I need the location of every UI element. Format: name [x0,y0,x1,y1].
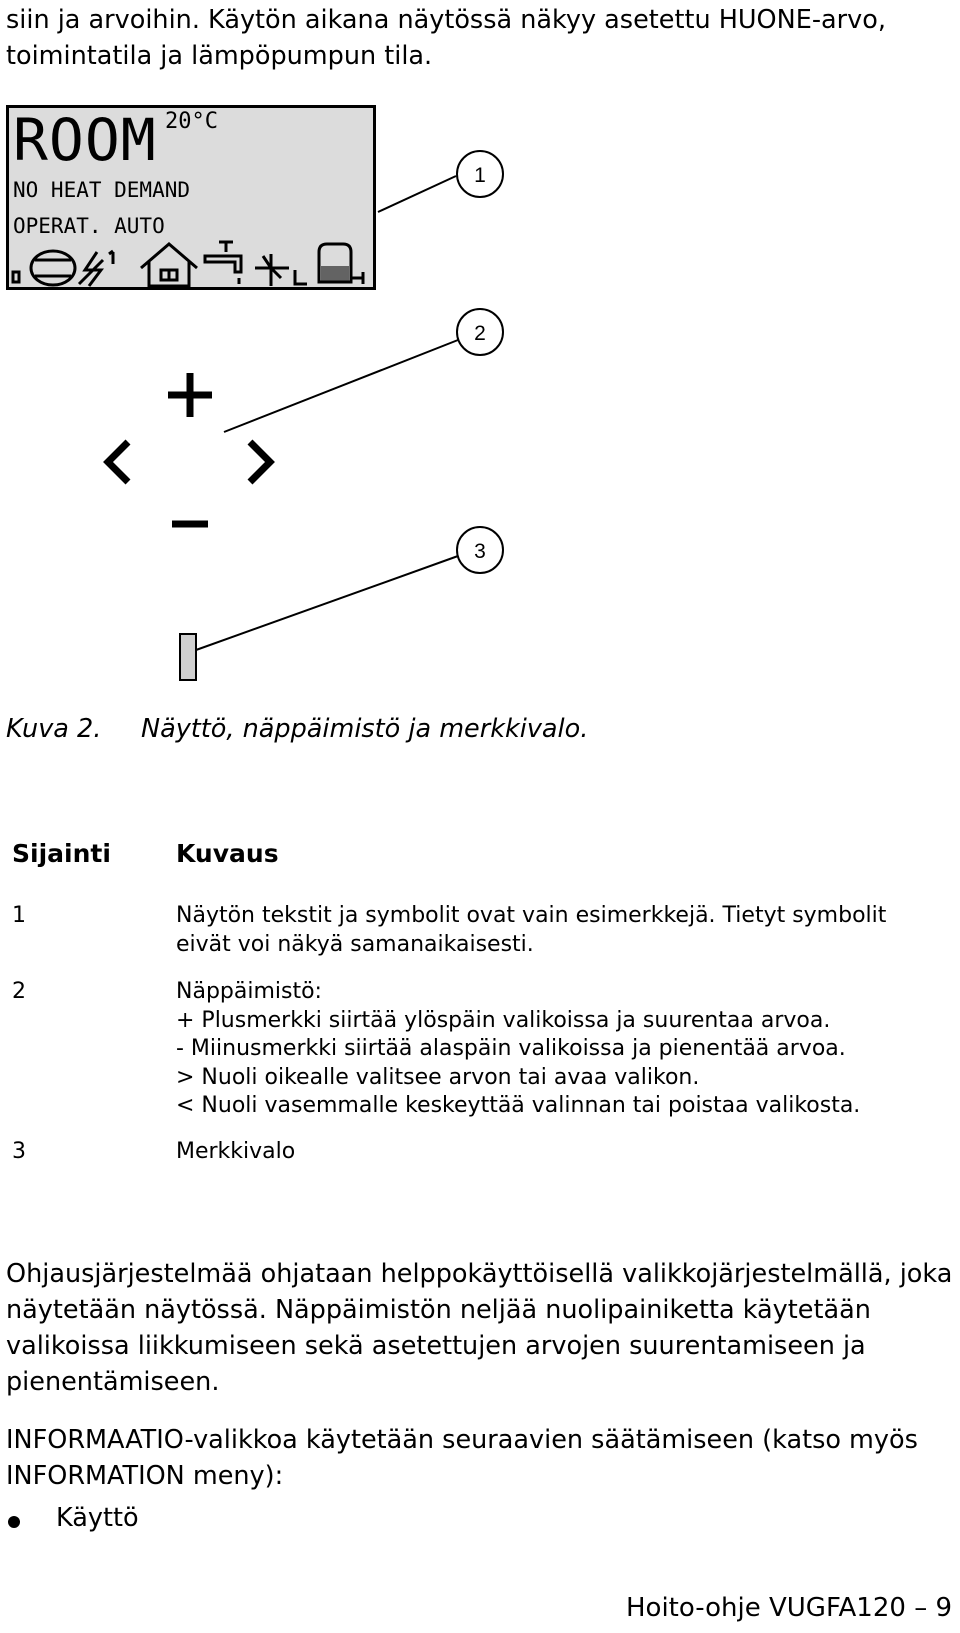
table-header-description: Kuvaus [176,839,279,868]
callout-number-3: 3 [474,540,486,563]
table-cell-description [176,1138,946,1167]
table-cell-description [176,902,946,959]
table-cell-position: 3 [12,1139,26,1164]
description-line: + Plusmerkki siirtää ylöspäin valikoissa ja suurentaa arvoa. [176,1007,831,1033]
intro-paragraph: siin ja arvoihin. Käytön aikana näytössä näkyy asetettu HUONE-arvo, toimintatila ja lämpöpumpun tila. [6,5,886,71]
keypad-figure [0,100,960,690]
table-header-position: Sijainti [12,839,111,868]
body-paragraph-menu-system: Ohjausjärjestelmää ohjataan helppokäyttöisellä valikkojärjestelmällä, joka näytetään näytössä. Näppäimistön neljää nuolipainiketta käytetään valikoissa liikkumiseen sekä asetettujen arvojen suurentamiseen ja pienentämiseen. [6,1259,953,1397]
table-cell-description [176,978,946,1121]
page-footer: Hoito-ohje VUGFA120 – 9 [625,1593,952,1623]
bullet-icon [8,1516,20,1528]
callout-number-2: 2 [474,322,486,345]
description-line: eivät voi näkyä samanaikaisesti. [176,931,534,957]
description-line: Näppäimistö: [176,979,322,1004]
display-mode-line: OPERAT. AUTO [13,214,165,238]
description-line: - Miinusmerkki siirtää alaspäin valikoissa ja pienentää arvoa. [176,1036,846,1061]
right-arrow-key-icon [250,442,270,482]
plus-key-icon [168,373,212,417]
callout-1 [378,151,503,212]
display-status-line: NO HEAT DEMAND [13,178,191,202]
figure-caption-text: Näyttö, näppäimistö ja merkkivalo. [141,714,589,744]
figure-caption-label: Kuva 2. [6,714,102,744]
body-paragraph-information-menu: INFORMAATIO-valikkoa käytetään seuraavien säätämiseen (katso myös INFORMATION meny): [6,1425,918,1491]
table-cell-position: 1 [12,903,26,928]
left-arrow-key-icon [108,442,128,482]
callout-2 [224,309,503,432]
description-line: Näytön tekstit ja symbolit ovat vain esimerkkejä. Tietyt symbolit [176,903,887,928]
description-line: > Nuoli oikealle valitsee arvon tai avaa valikon. [176,1064,700,1090]
description-line: < Nuoli vasemmalle keskeyttää valinnan tai poistaa valikosta. [176,1093,861,1118]
display-temperature: 20°C [165,109,218,134]
callout-number-1: 1 [474,164,486,187]
bullet-text: Käyttö [56,1503,139,1533]
display-title: ROOM [13,106,157,174]
indicator-light-icon [180,634,196,680]
callout-3 [196,527,503,650]
description-line: Merkkivalo [176,1139,296,1164]
table-cell-position: 2 [12,979,26,1004]
